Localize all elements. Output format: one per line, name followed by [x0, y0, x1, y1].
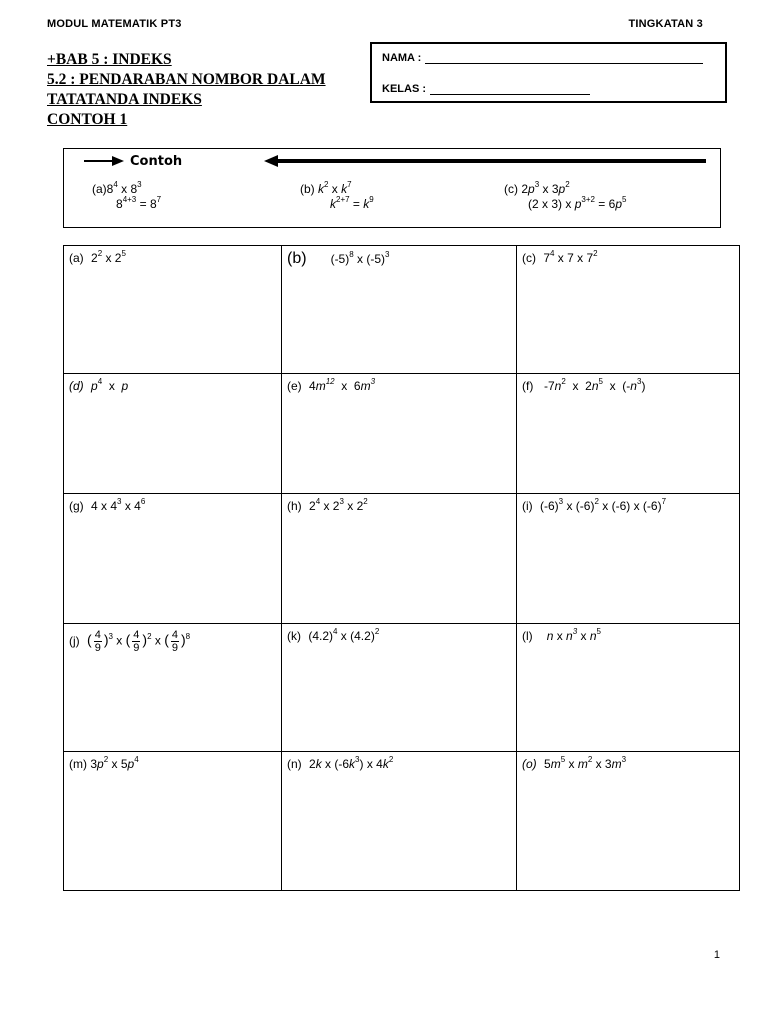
class-field[interactable]	[430, 84, 590, 95]
banner-label: Contoh	[130, 154, 183, 167]
question-e[interactable]: (e) $4m^{12}$ x $6m^3$	[282, 374, 517, 494]
question-k[interactable]: (k) $(4.2)^4$ x $(4.2)^2$	[282, 624, 517, 752]
module-title: MODUL MATEMATIK PT3	[47, 18, 182, 30]
contoh-banner	[78, 153, 706, 167]
question-f[interactable]: (f) $-7n^2$ x $2n^5$ x $(-n^3)$	[517, 374, 740, 494]
question-j[interactable]: (j) ( $\frac{4}{9}$ )$^3$ x ( $\frac{4}{9}$ )$^2$ x ( $\frac{4}{9}$ )$^8$	[64, 624, 282, 752]
example-box	[63, 148, 721, 228]
question-o[interactable]: (o) $5m^5$ x $m^2$ x $3m^3$	[517, 752, 740, 891]
chapter-titles	[47, 50, 326, 130]
name-row	[382, 52, 703, 64]
example-c: (c) $2p^3$ x $3p^2$ (2 x 3) x $p^{3+2} = 6p^5$	[504, 180, 627, 211]
question-h[interactable]: (h) $2^4$ x $2^3$ x $2^2$	[282, 494, 517, 624]
class-row	[382, 83, 590, 95]
question-i[interactable]: (i) $(-6)^3$ x $(-6)^2$ x (-6) x $(-6)^7$	[517, 494, 740, 624]
page-number: 1	[713, 949, 720, 961]
question-l[interactable]: (l) n x $n^3$ x $n^5$	[517, 624, 740, 752]
name-field[interactable]	[425, 53, 703, 64]
example-b: (b) $k^2$ x $k^7$ $k^{2+7} = k^9$	[300, 180, 374, 211]
chapter-title: +BAB 5 : INDEKS	[47, 51, 172, 68]
question-n[interactable]: (n) 2k x $(-6k^3)$ x $4k^2$	[282, 752, 517, 891]
question-d[interactable]: (d) $p^4$ x p	[64, 374, 282, 494]
question-c[interactable]: (c) $7^4$ x 7 x $7^2$	[517, 246, 740, 374]
class-label: KELAS :	[382, 83, 426, 95]
question-m[interactable]: (m) $3p^2$ x $5p^4$	[64, 752, 282, 891]
question-b[interactable]: (b) $(-5)^8$ x $(-5)^3$	[282, 246, 517, 374]
form-level: TINGKATAN 3	[628, 18, 703, 30]
section-title-cont: TATATANDA INDEKS	[47, 91, 202, 108]
example-heading: CONTOH 1	[47, 111, 128, 128]
student-info-box	[370, 42, 727, 103]
name-label: NAMA :	[382, 52, 422, 64]
question-g[interactable]: (g) 4 x $4^3$ x $4^6$	[64, 494, 282, 624]
question-a[interactable]: (a) $2^2$ x $2^5$	[64, 246, 282, 374]
section-title: 5.2 : PENDARABAN NOMBOR DALAM	[47, 71, 326, 88]
example-a: $(a)8^4$ x $8^3$ $8^{4+3} = 8^7$	[92, 180, 162, 211]
exercise-grid	[63, 245, 740, 891]
